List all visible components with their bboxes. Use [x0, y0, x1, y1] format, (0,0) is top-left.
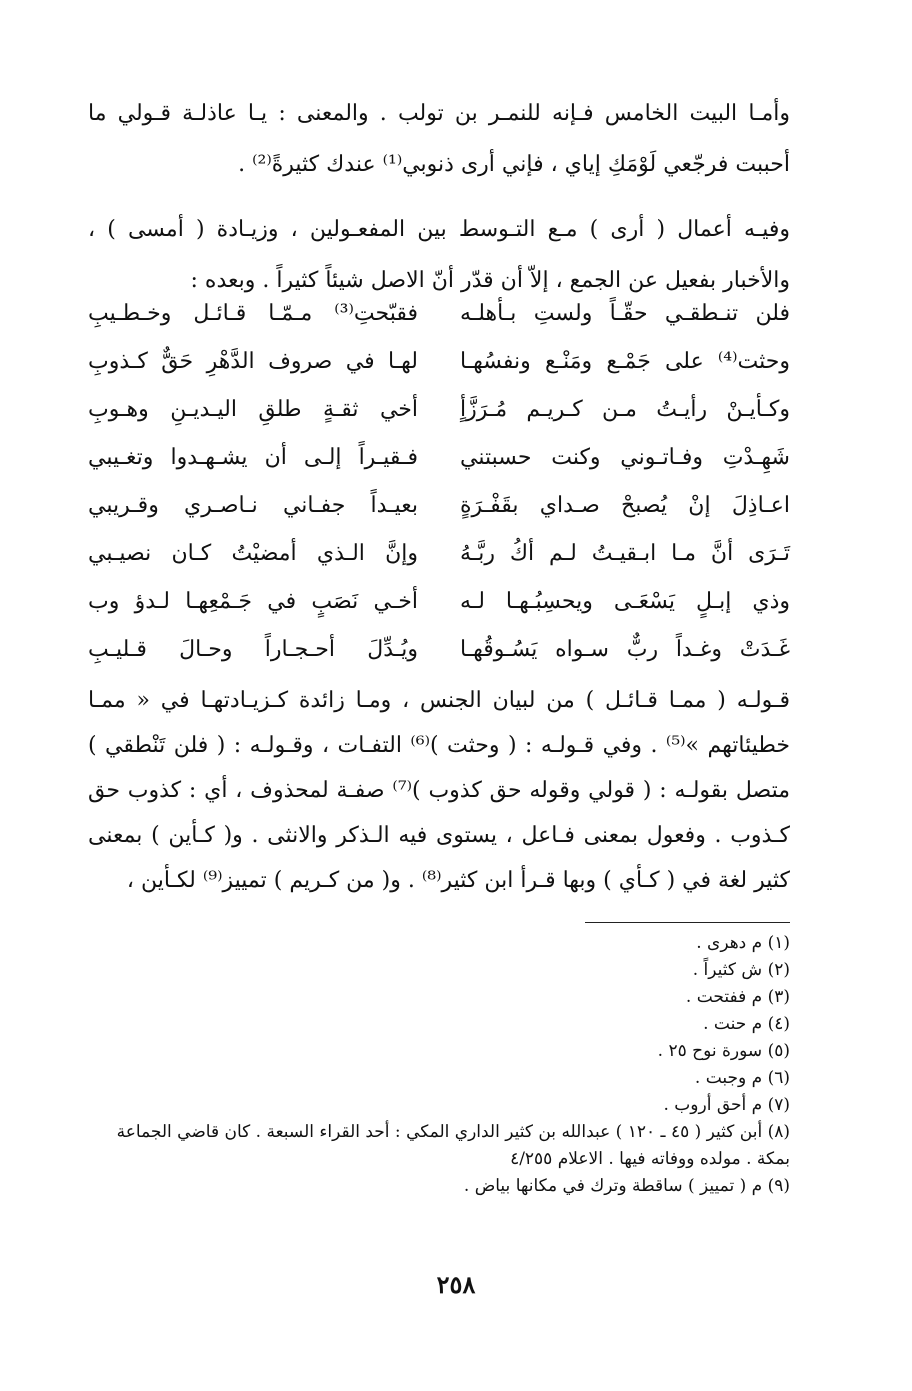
footnote-1: (١) م دهرى .: [696, 933, 790, 953]
footnote-divider: [585, 922, 790, 923]
verse-second-hemistich: أخي ثقـةٍ طلقِ اليـديـنِ وهـوبِ: [88, 397, 418, 422]
verse-first-hemistich: تَـرَى أنَّ مـا ابـقيـتُ لـم أكُ ربَّـهُ: [460, 541, 790, 566]
footnote-6: (٦) م وجبت .: [694, 1068, 790, 1088]
intro-text: [88, 88, 790, 306]
verse-second-hemistich: أخـي نَصَبٍ في جَـمْعِهـا لـدؤ وب: [88, 589, 418, 614]
footnote-8: (٨) أبن كثير ( ٤٥ ـ ١٢٠ ) عبدالله بن كثير الداري المكي : أحد القراء السبعة . كان قاضي الجماعة بمكة . مولده ووفاته فيها . الاعلام ٤/٢٥٥: [116, 1122, 790, 1169]
verse-second-hemistich: ويُـدِّلَ أحـجـاراً وحـالَ قـليـبِ: [88, 637, 418, 662]
verse-first-hemistich: وذي إبـلٍ يَسْعَـى ويحسِبُـهـا لـه: [460, 589, 790, 614]
footnote-3: (٣) م ففتحت .: [685, 987, 790, 1007]
footnote-2: (٢) ش كثيراً .: [692, 960, 790, 980]
page-number: ٢٥٨: [436, 1270, 476, 1299]
verse-row: [88, 626, 790, 674]
footnotes: [88, 930, 790, 1200]
commentary-text: [88, 678, 790, 903]
verse-second-hemistich: فقبّحتِ⁽³⁾ مـمّـا قـائـل وخـطـيبِ: [88, 301, 418, 326]
verse-first-hemistich: وحثت⁽⁴⁾ على جَمْـع ومَنْـع ونفسُهـا: [460, 349, 790, 374]
verse-first-hemistich: وكـأيـنْ رأيـتُ مـن كـريـم مُـرَزَّأٍ: [460, 397, 790, 422]
footnote-7: (٧) م أحق أروب .: [663, 1095, 790, 1115]
verse-row: [88, 338, 790, 386]
poem-verses: [88, 290, 790, 674]
paragraph-commentary: قـولـه ( ممـا قـائـل ) من لبيان الجنس ، ومـا زائدة كـزيـادتهـا في « ممـا خطيئاتهم »⁽⁵⁾ . وفي قـولـه : ( وحثت )⁽⁶⁾ التفـات ، وقـولـه : ( فلن تَنْطقي ) متصل بقولـه : ( قولي وقوله حق كذوب )⁽⁷⁾ صفـة لمحذوف ، أي : كذوب حق كـذوب . وفعول بمعنى فـاعل ، يستوى فيه الـذكر والانثى . و( كـأين ) بمعنى كثير لغة في ( كـأي ) وبها قـرأ ابن كثير⁽⁸⁾ . و( من كـريم ) تمييز⁽⁹⁾ لكـأين ،: [88, 688, 791, 893]
verse-second-hemistich: فـقيـراً إلـى أن يشـهـدوا وتغـيبي: [88, 445, 418, 470]
verse-row: [88, 578, 790, 626]
verse-first-hemistich: فلن تنـطقـي حقّـاً ولستِ بـأهلـه: [460, 301, 790, 326]
verse-row: [88, 482, 790, 530]
verse-first-hemistich: غَـدَتْ وغـداً ربٌّ سـواه يَسُـوقُهـا: [460, 637, 790, 662]
verse-row: [88, 530, 790, 578]
verse-second-hemistich: لهـا في صروف الدَّهْرِ حَقٌّ كـذوبِ: [88, 349, 418, 374]
verse-row: [88, 290, 790, 338]
verse-first-hemistich: اعـاذِلَ إنْ يُصبحْ صـداي بقَفْـرَةٍ: [460, 493, 790, 518]
footnote-5: (٥) سورة نوح ٢٥ .: [657, 1041, 790, 1061]
verse-first-hemistich: شَهِـدْتِ وفـاتـوني وكنت حسبتني: [460, 445, 790, 470]
paragraph-fifth-verse: وأمـا البيت الخامس فـإنه للنمـر بن تولب . والمعنى : يـا عاذلـة قـولي ما أحببت فرجّعي لَوْمَكِ إياي ، فإني أرى ذنوبي⁽¹⁾ عندك كثيرةً⁽²⁾ .: [88, 101, 790, 177]
verse-second-hemistich: بعيـداً جفـاني نـاصـري وقـريبي: [88, 493, 418, 518]
verse-second-hemistich: وإنَّ الـذي أمضيْتُ كـان نصيـبي: [88, 541, 418, 566]
paragraph-grammar-note: وفيـه أعمال ( أرى ) مـع التـوسط بين المفعـولين ، وزيـادة ( أمسى ) ، والأخبار بفعيل عن الجمع ، إلاّ أن قدّر أنّ الاصل شيئاً كثيراً . وبعده :: [88, 217, 790, 293]
verse-row: [88, 434, 790, 482]
footnote-9: (٩) م ( تمييز ) ساقطة وترك في مكانها بياض .: [463, 1176, 790, 1196]
footnote-4: (٤) م حنت .: [703, 1014, 790, 1034]
verse-row: [88, 386, 790, 434]
